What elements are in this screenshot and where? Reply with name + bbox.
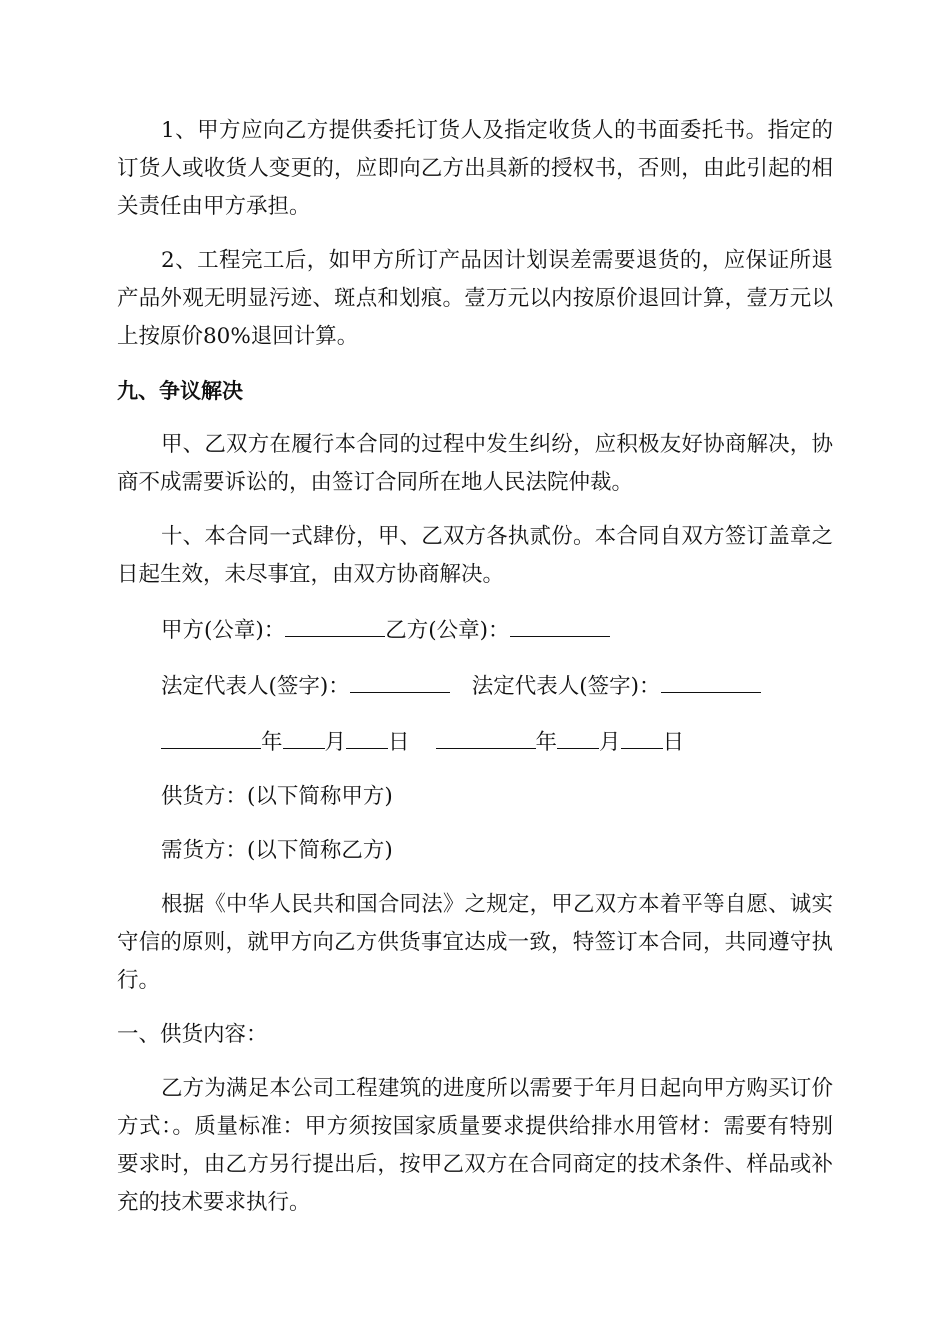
date-a-month-blank [283,722,325,749]
rep-b-label: 法定代表人(签字)： [471,674,661,699]
clause-2: 2、工程完工后，如甲方所订产品因计划误差需要退货的，应保证所退产品外观无明显污迹、斑点和划痕。壹万元以内按原价退回计算，壹万元以上按原价80%退回计算。 [117,248,833,349]
date-a-month: 月 [324,730,347,755]
party-b-seal-blank [510,610,610,637]
date-b-year: 年 [535,730,558,755]
section-1-body: 乙方为满足本公司工程建筑的进度所以需要于年月日起向甲方购买订价方式：。质量标准：甲方须按国家质量要求提供给排水用管材：需要有特别要求时，由乙方另行提出后，按甲乙双方在合同商定的技术条件、样品或补充的技术要求执行。 [117,1076,833,1215]
seal-line [117,610,833,650]
section-9-heading: 九、争议解决 [117,379,243,403]
rep-a-blank [350,666,450,693]
supplier-line: 供货方：(以下简称甲方) [161,784,393,809]
date-b-month-blank [557,722,599,749]
date-line [117,722,833,762]
date-b-month: 月 [599,730,621,755]
representative-line [117,666,833,706]
rep-a-label: 法定代表人(签字)： [161,674,350,699]
section-9-body: 甲、乙双方在履行本合同的过程中发生纠纷，应积极友好协商解决，协商不成需要诉讼的，由签订合同所在地人民法院仲裁。 [117,432,833,495]
date-a-day-blank [346,722,388,749]
date-b-day: 日 [662,730,685,755]
clause-1: 1、甲方应向乙方提供委托订货人及指定收货人的书面委托书。指定的订货人或收货人变更的，应即向乙方出具新的授权书，否则，由此引起的相关责任由甲方承担。 [117,118,833,219]
document-body [117,112,833,1222]
buyer-line: 需货方：(以下简称乙方) [161,838,393,863]
date-a-year: 年 [261,730,283,755]
preamble: 根据《中华人民共和国合同法》之规定，甲乙双方本着平等自愿、诚实守信的原则，就甲方向乙方供货事宜达成一致，特签订本合同，共同遵守执行。 [117,892,833,993]
rep-b-blank [661,666,761,693]
date-b-day-blank [621,722,663,749]
date-a-day: 日 [388,730,410,755]
party-a-seal-blank [285,610,385,637]
section-10-body: 十、本合同一式肆份，甲、乙双方各执贰份。本合同自双方签订盖章之日起生效，未尽事宜，由双方协商解决。 [117,524,833,587]
party-b-seal-label: 乙方(公章)： [385,618,510,643]
date-a-year-blank [161,722,261,749]
date-b-year-blank [436,722,536,749]
party-a-seal-label: 甲方(公章)： [161,618,286,643]
section-1-heading: 一、供货内容： [117,1022,268,1047]
